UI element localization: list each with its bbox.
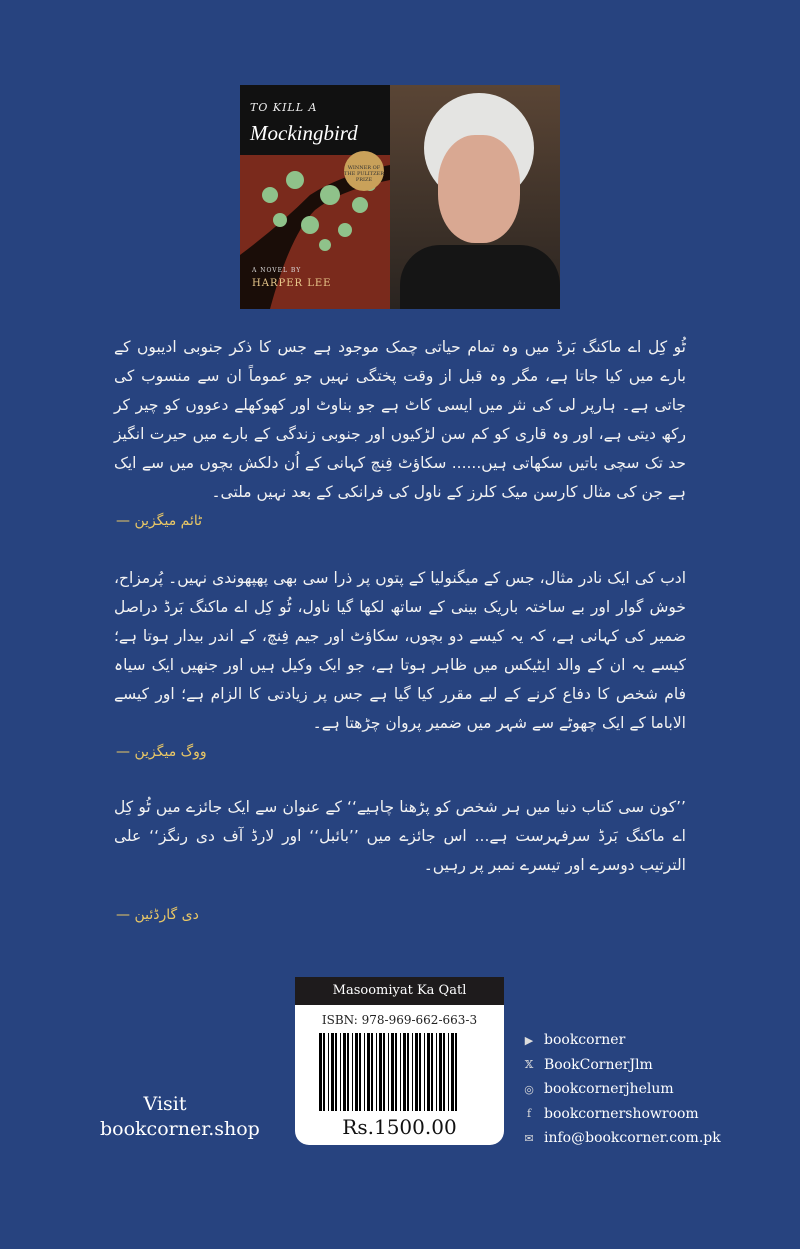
social-facebook[interactable] [522, 1102, 721, 1127]
social-handle: BookCornerJlm [544, 1056, 653, 1073]
x-icon: 𝕏 [524, 1058, 534, 1072]
review-text-3: ’’کون سی کتاب دنیا میں ہر شخص کو پڑھنا چاہیے‘‘ کے عنوان سے ایک جائزے میں ٹُو کِل اے ماکنگ بَرڈ سرفہرست ہے... اس جائزے میں ’’بائبل‘‘ اور لارڈ آف دی رنگز‘‘ علی الترتیب دوسرے اور تیسرے نمبر پر رہیں۔ [114, 798, 686, 874]
cover-title-line1: TO KILL A [250, 101, 318, 114]
author-photo [390, 85, 560, 309]
social-email[interactable] [522, 1126, 721, 1151]
mail-icon: ✉ [524, 1131, 534, 1145]
tree-illustration [240, 85, 390, 309]
label-title: Masoomiyat Ka Qatl [295, 977, 504, 1005]
review-text-1: ٹُو کِل اے ماکنگ بَرڈ میں وہ تمام حیاتی چمک موجود ہے جس کا ذکر جنوبی ادیبوں کے بارے میں کیا جاتا ہے، مگر وہ قبل از وقت پختگی نہیں جو عموماً ان سے منسوب کی جاتی ہے۔ ہارپر لی کی نثر میں ایسی کاٹ ہے جو بناوٹ اور کھوکھلے دعووں کو چیر کر رکھ دیتی ہے، اور وہ قاری کو کم سن لڑکیوں اور جنوبی زندگی کے بارے میں حیرت انگیز حد تک سچی باتیں سکھاتی ہیں...... سکاؤٹ فِنچ کہانی کے اُن دلکش بچوں میں سے ایک ہے جن کی مثال کارسن میک کلرز کے ناول کی فرانکی کے بعد نہیں ملتی۔ [114, 338, 686, 501]
youtube-icon: ▶ [524, 1033, 534, 1047]
social-x[interactable] [522, 1053, 721, 1078]
price: Rs.1500.00 [342, 1115, 457, 1139]
review-source-1: — ٹائم میگزین [116, 513, 203, 529]
social-handle: bookcorner [544, 1032, 626, 1049]
pulitzer-badge: WINNER OF THE PULITZER PRIZE [344, 151, 384, 191]
cover-title-line2: Mockingbird [250, 121, 358, 145]
instagram-icon: ◎ [524, 1082, 534, 1096]
social-links [522, 1028, 721, 1151]
social-instagram[interactable] [522, 1077, 721, 1102]
visit-website[interactable] [100, 1092, 260, 1142]
social-youtube[interactable] [522, 1028, 721, 1053]
review-source-3: — دی گارڈئین [116, 907, 199, 923]
social-handle: bookcornerjhelum [544, 1081, 674, 1098]
facebook-icon: f [526, 1107, 532, 1121]
social-handle: info@bookcorner.com.pk [544, 1130, 721, 1147]
visit-label: Visit [143, 1093, 187, 1115]
cover-author: HARPER LEE [252, 278, 332, 289]
isbn: ISBN: 978-969-662-663-3 [321, 1013, 478, 1027]
review-text-2: ادب کی ایک نادر مثال، جس کے میگنولیا کے پتوں پر ذرا سی بھی پھپھوندی نہیں۔ پُرمزاح، خوش گوار اور بے ساختہ باریک بینی کے ساتھ لکھا گیا ناول، ٹُو کِل اے ماکنگ بَرڈ دراصل ضمیر کی کہانی ہے، کہ یہ کیسے دو بچوں، سکاؤٹ اور جیم فِنچ، کے اندر بیدار ہوتا ہے؛ کیسے یہ ان کے والد ایٹیکس میں ظاہر ہوتا ہے، جو ایک وکیل ہیں اور جنھیں ایک سیاہ فام شخص کا دفاع کرنے کے لیے مقرر کیا گیا ہے جس پر زیادتی کا الزام ہے؛ اور کیسے الاباما کے ایک چھوٹے سے شہر میں ضمیر پروان چڑھتا ہے۔ [114, 569, 686, 732]
book-cover-image [240, 85, 390, 309]
website-link[interactable]: bookcorner.shop [100, 1118, 260, 1140]
review-source-2: — ووگ میگزین [116, 744, 207, 760]
social-handle: bookcornershowroom [544, 1105, 699, 1122]
barcode-bar [457, 1033, 460, 1111]
cover-novel-by: A NOVEL BY [252, 267, 302, 274]
barcode [319, 1033, 481, 1111]
price-barcode-label [295, 977, 504, 1145]
